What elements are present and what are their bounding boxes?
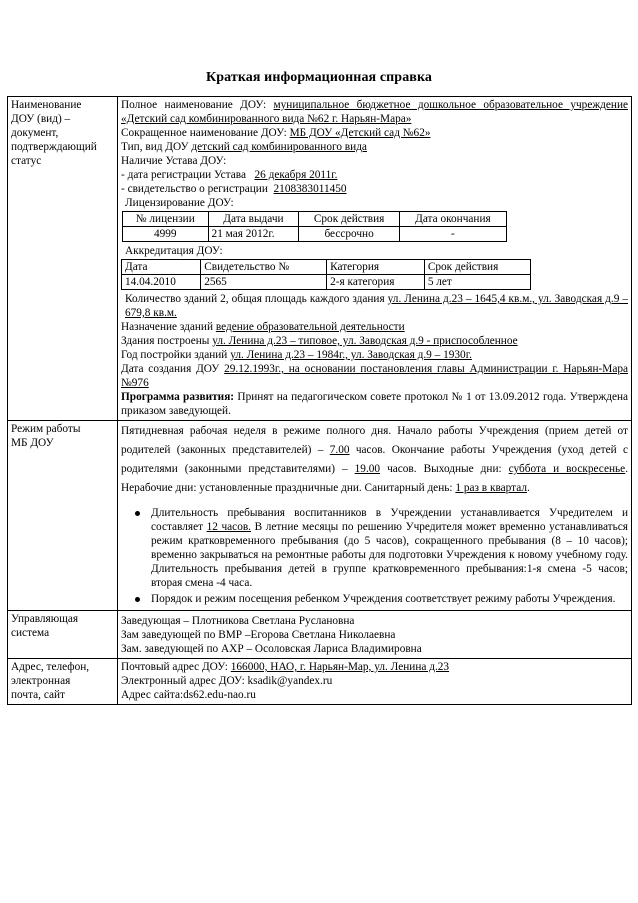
- row-regime-content: [118, 421, 632, 611]
- type-kind: [121, 140, 628, 154]
- short-name-prefix: Сокращенное наименование ДОУ:: [121, 127, 287, 139]
- page-title: Краткая информационная справка: [205, 70, 433, 85]
- license-header-row: [123, 212, 507, 227]
- regime-text: Пятидневная рабочая неделя в режиме полного дня. Начало работы Учреждения (прием детей от родителей (законных представителей) –: [121, 425, 628, 456]
- list-item: [121, 506, 628, 590]
- row-contacts-content: [118, 659, 632, 705]
- label-line: МБ ДОУ: [11, 437, 54, 449]
- regime-bullets: [121, 506, 628, 606]
- built-value: ул. Ленина д.23 – типовое, ул. Заводская д.9 - приспособленное: [212, 335, 518, 347]
- postal-address: [121, 660, 628, 674]
- bullet-text: В летние месяцы по решению Учредителя может временно устанавливаться режим кратковременного пребывания (до 5 часов), сокращенного пребывания (8 – 10 часов); временно закрываться на ремонтные работы для подготовки Учреждения к новому учебному году. Длительность пребывания детей в группе кратковременного пребывания:1-я смена -5 часов; вторая смена -4 часа.: [151, 521, 628, 589]
- label-line: статус: [11, 155, 42, 167]
- license-issue-date: 21 мая 2012г.: [208, 227, 299, 242]
- license-validity: бессрочно: [299, 227, 400, 242]
- license-col-issue-date: Дата выдачи: [208, 212, 299, 227]
- full-name-value: муниципальное бюджетное дошкольное образовательное учреждение «Детский сад комбинированного вида №62 г. Нарьян-Мара»: [121, 99, 629, 125]
- accreditation-certificate: 2565: [201, 275, 327, 290]
- accreditation-table: [121, 259, 531, 290]
- accreditation-col-category: Категория: [327, 260, 425, 275]
- row-status: [8, 97, 632, 421]
- short-name-value: МБ ДОУ «Детский сад №62»: [289, 127, 431, 139]
- regime-text: . Нерабочие дни: установленные праздничные дни. Санитарный день:: [121, 463, 629, 494]
- charter-reg-value: 26 декабря 2011г.: [254, 169, 338, 181]
- deputy-line: Зам заведующей по ВМР –Егорова Светлана Николаевна: [121, 629, 396, 641]
- postal-value: 166000, НАО, г. Нарьян-Мар, ул. Ленина д.23: [230, 661, 450, 673]
- row-status-content: [118, 97, 632, 421]
- accreditation-data-row: [122, 275, 531, 290]
- row-status-label: [8, 97, 118, 421]
- buildings-built: [121, 334, 628, 348]
- regime-text: .: [526, 482, 530, 494]
- full-name: [121, 98, 628, 126]
- label-line: документ,: [11, 127, 59, 139]
- accreditation-date: 14.04.2010: [122, 275, 201, 290]
- buildings-year: [121, 348, 628, 362]
- label-line: почта, сайт: [11, 689, 65, 701]
- regime-paragraph: [121, 422, 628, 498]
- label-line: подтверждающий: [11, 141, 97, 153]
- bullet-icon: [135, 597, 140, 602]
- created-prefix: Дата создания ДОУ: [121, 363, 220, 375]
- accreditation-col-date: Дата: [122, 260, 201, 275]
- buildings-prefix: Количество зданий 2, общая площадь каждого здания: [125, 293, 385, 305]
- program-text: Принят на педагогическом совете протокол № 1 от 13.09.2012 года. Утверждена приказом заведующей.: [121, 391, 629, 417]
- license-heading: Лицензирование ДОУ:: [125, 197, 234, 209]
- regime-text: часов. Окончание работы Учреждения (уход детей с родителями (законными представителями) –: [121, 444, 629, 475]
- buildings-value: ул. Ленина д.23 – 1645,4 кв.м., ул. Заводская д.9 – 679,8 кв.м.: [125, 293, 628, 319]
- purpose-prefix: Назначение зданий: [121, 321, 214, 333]
- head-line: Заведующая – Плотникова Светлана Руслановна: [121, 615, 355, 627]
- creation-date: [121, 362, 628, 390]
- postal-prefix: Почтовый адрес ДОУ:: [121, 661, 228, 673]
- deputy-line: Зам. заведующей по АХР – Осоловская Лариса Владимировна: [121, 643, 422, 655]
- development-program: [121, 390, 628, 418]
- year-value: ул. Ленина д.23 – 1984г., ул. Заводская д.9 – 1930г.: [230, 349, 472, 361]
- bullet-icon: [135, 511, 140, 516]
- stay-hours: 12 часов.: [206, 521, 251, 533]
- year-prefix: Год постройки зданий: [121, 349, 228, 361]
- label-line: Адрес, телефон,: [11, 661, 90, 673]
- label-line: Управляющая: [11, 613, 79, 625]
- accreditation-validity: 5 лет: [424, 275, 530, 290]
- license-col-number: № лицензии: [123, 212, 209, 227]
- label-line: электронная: [11, 675, 71, 687]
- created-value: 29.12.1993г., на основании постановления главы Администрации г. Нарьян-Мара №976: [121, 363, 628, 389]
- registration-certificate: [121, 182, 628, 196]
- license-number: 4999: [123, 227, 209, 242]
- start-time: 7.00: [329, 444, 350, 456]
- sanitary-day: 1 раз в квартал: [455, 482, 527, 494]
- accreditation-category: 2-я категория: [327, 275, 425, 290]
- label-line: Наименование: [11, 99, 82, 111]
- row-contacts: [8, 659, 632, 705]
- charter-reg-prefix: - дата регистрации Устава: [121, 169, 246, 181]
- website-address: Адрес сайта:ds62.edu-nao.ru: [121, 689, 256, 701]
- accreditation-col-validity: Срок действия: [424, 260, 530, 275]
- row-regime: [8, 421, 632, 611]
- row-regime-label: [8, 421, 118, 611]
- list-item: [121, 592, 628, 606]
- email-address: Электронный адрес ДОУ: ksadik@yandex.ru: [121, 675, 333, 687]
- accreditation-col-certificate: Свидетельство №: [201, 260, 327, 275]
- days-off: суббота и воскресенье: [508, 463, 626, 475]
- license-table: [122, 211, 507, 242]
- end-time: 19.00: [354, 463, 381, 475]
- program-label: Программа развития:: [121, 391, 235, 403]
- bullet-text: Длительность пребывания воспитанников в Учреждении устанавливается Учредителем и составляет: [151, 507, 628, 533]
- accreditation-heading: Аккредитация ДОУ:: [125, 245, 223, 257]
- buildings-purpose: [121, 320, 628, 334]
- buildings: [121, 292, 628, 320]
- row-management: [8, 611, 632, 659]
- built-prefix: Здания построены: [121, 335, 210, 347]
- regime-text: часов. Выходные дни:: [387, 463, 502, 475]
- label-line: ДОУ (вид) –: [11, 113, 71, 125]
- label-line: система: [11, 627, 50, 639]
- license-col-end-date: Дата окончания: [399, 212, 506, 227]
- type-value: детский сад комбинированного вида: [191, 141, 367, 153]
- license-col-validity: Срок действия: [299, 212, 400, 227]
- license-end-date: -: [399, 227, 506, 242]
- row-management-content: [118, 611, 632, 659]
- cert-prefix: - свидетельство о регистрации: [121, 183, 268, 195]
- bullet-text: Порядок и режим посещения ребенком Учреждения соответствует режиму работы Учреждения.: [151, 593, 616, 605]
- type-prefix: Тип, вид ДОУ: [121, 141, 189, 153]
- license-data-row: [123, 227, 507, 242]
- full-name-prefix: Полное наименование ДОУ:: [121, 99, 267, 111]
- charter-heading: Наличие Устава ДОУ:: [121, 155, 227, 167]
- row-management-label: [8, 611, 118, 659]
- charter-registration: [121, 168, 628, 182]
- accreditation-header-row: [122, 260, 531, 275]
- purpose-value: ведение образовательной деятельности: [215, 321, 405, 333]
- label-line: Режим работы: [11, 423, 81, 435]
- row-contacts-label: [8, 659, 118, 705]
- info-table: [7, 96, 632, 705]
- cert-value: 2108383011450: [273, 183, 347, 195]
- short-name: [121, 126, 628, 140]
